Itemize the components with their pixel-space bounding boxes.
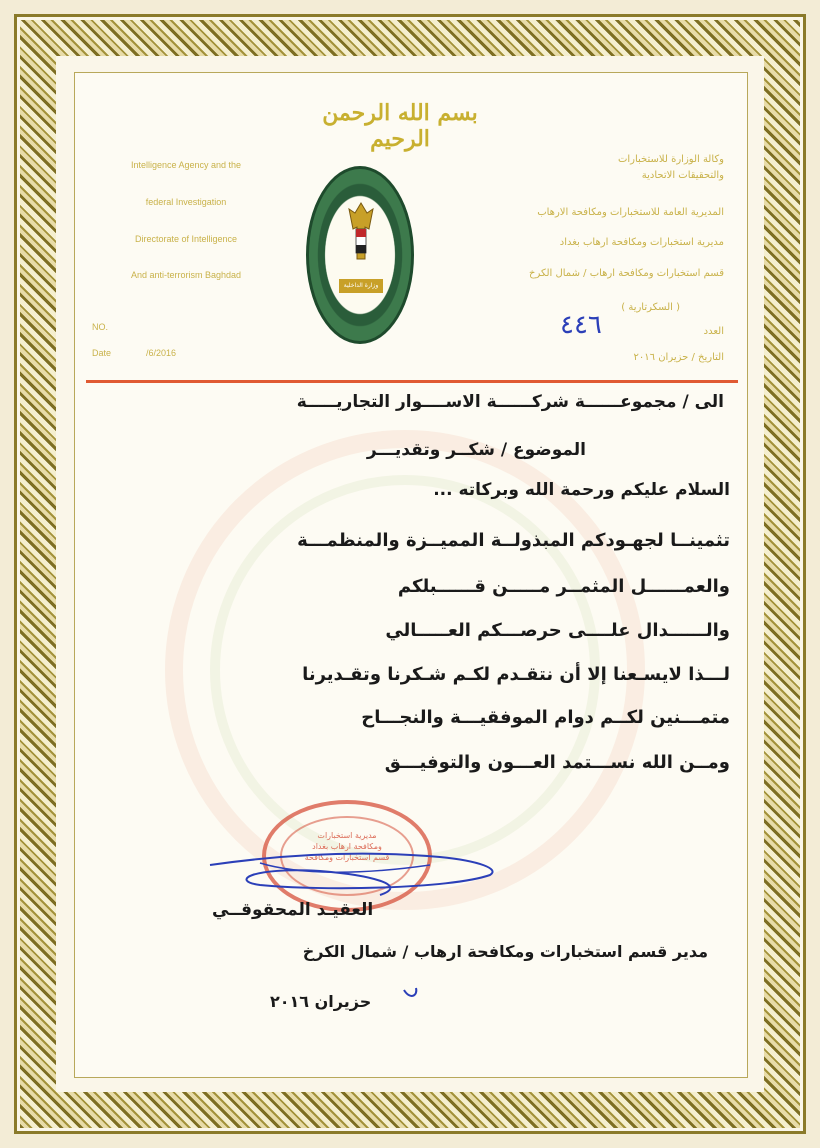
arabic-header-line: المديرية العامة للاستخبارات ومكافحة الارهاب [537, 207, 724, 218]
ministry-emblem [306, 166, 414, 344]
handwritten-ref-number: ٤٤٦ [560, 310, 602, 340]
letter-body-line: متمـــنين لكــم دوام الموفقيـــة والنجـــاح [361, 707, 730, 728]
arabic-header-line: والتحقيقات الاتحادية [641, 170, 724, 181]
letter-body-line: ومــن الله نســـتمد العـــون والتوفيـــق [384, 752, 730, 773]
letter-body-line: والــــــدال علــــى حرصـــكم العـــــالي [385, 620, 730, 641]
english-header-line: federal Investigation [145, 197, 227, 207]
emblem-label: وزارة الداخلية [339, 279, 383, 293]
arabic-header-line: التاريخ / حزيران ٢٠١٦ [633, 352, 724, 363]
arabic-header-line: العدد [703, 326, 724, 337]
stamp-text: مديرية استخبارات ومكافحة ارهاب بغداد قسم استخبارات ومكافحة [304, 831, 390, 862]
letter-body-line: والعمــــــل المثمــر مـــــن قــــــبلكم [397, 576, 730, 597]
letter-date: حزيران ٢٠١٦ [270, 992, 372, 1011]
english-header-line: And anti-terrorism Baghdad [130, 270, 242, 280]
number-label: NO. [92, 322, 109, 332]
date-value: /6/2016 [146, 348, 177, 358]
english-header-line: Directorate of Intelligence [134, 234, 238, 244]
letter-body-line: تثمينــا لجهـودكم المبذولــة المميــزة والمنظمـــة [297, 530, 730, 551]
letter-subject: الموضوع / شكــر وتقديـــر [366, 440, 586, 460]
letter-greeting: السلام عليكم ورحمة الله وبركاته ... [433, 480, 730, 500]
letter-body-line: لـــذا لايسـعنا إلا أن نتقـدم لكـم شـكرنا وتقـديرنا [302, 664, 730, 685]
english-header-line: Intelligence Agency and the [130, 160, 242, 170]
arabic-header-line: وكالة الوزارة للاستخبارات [617, 154, 724, 165]
header-divider [86, 380, 738, 383]
basmala: بسم الله الرحمن الرحيم [322, 100, 478, 152]
arabic-header-line: قسم استخبارات ومكافحة ارهاب / شمال الكرخ [529, 268, 724, 279]
signatory-position: مدير قسم استخبارات ومكافحة ارهاب / شمال الكرخ [302, 942, 708, 961]
eagle-icon [347, 199, 375, 269]
signature [200, 845, 520, 905]
signatory-title: العقيـد المحقوقــي [212, 900, 374, 920]
letter-recipient: الى / مجموعــــــة شركــــــة الاســــوار التجاريـــــة [296, 392, 724, 412]
handwritten-mark [402, 986, 420, 1000]
date-label: Date [92, 348, 112, 358]
arabic-header-line: ( السكرتارية ) [621, 302, 680, 313]
arabic-header-line: مديرية استخبارات ومكافحة ارهاب بغداد [559, 237, 724, 248]
